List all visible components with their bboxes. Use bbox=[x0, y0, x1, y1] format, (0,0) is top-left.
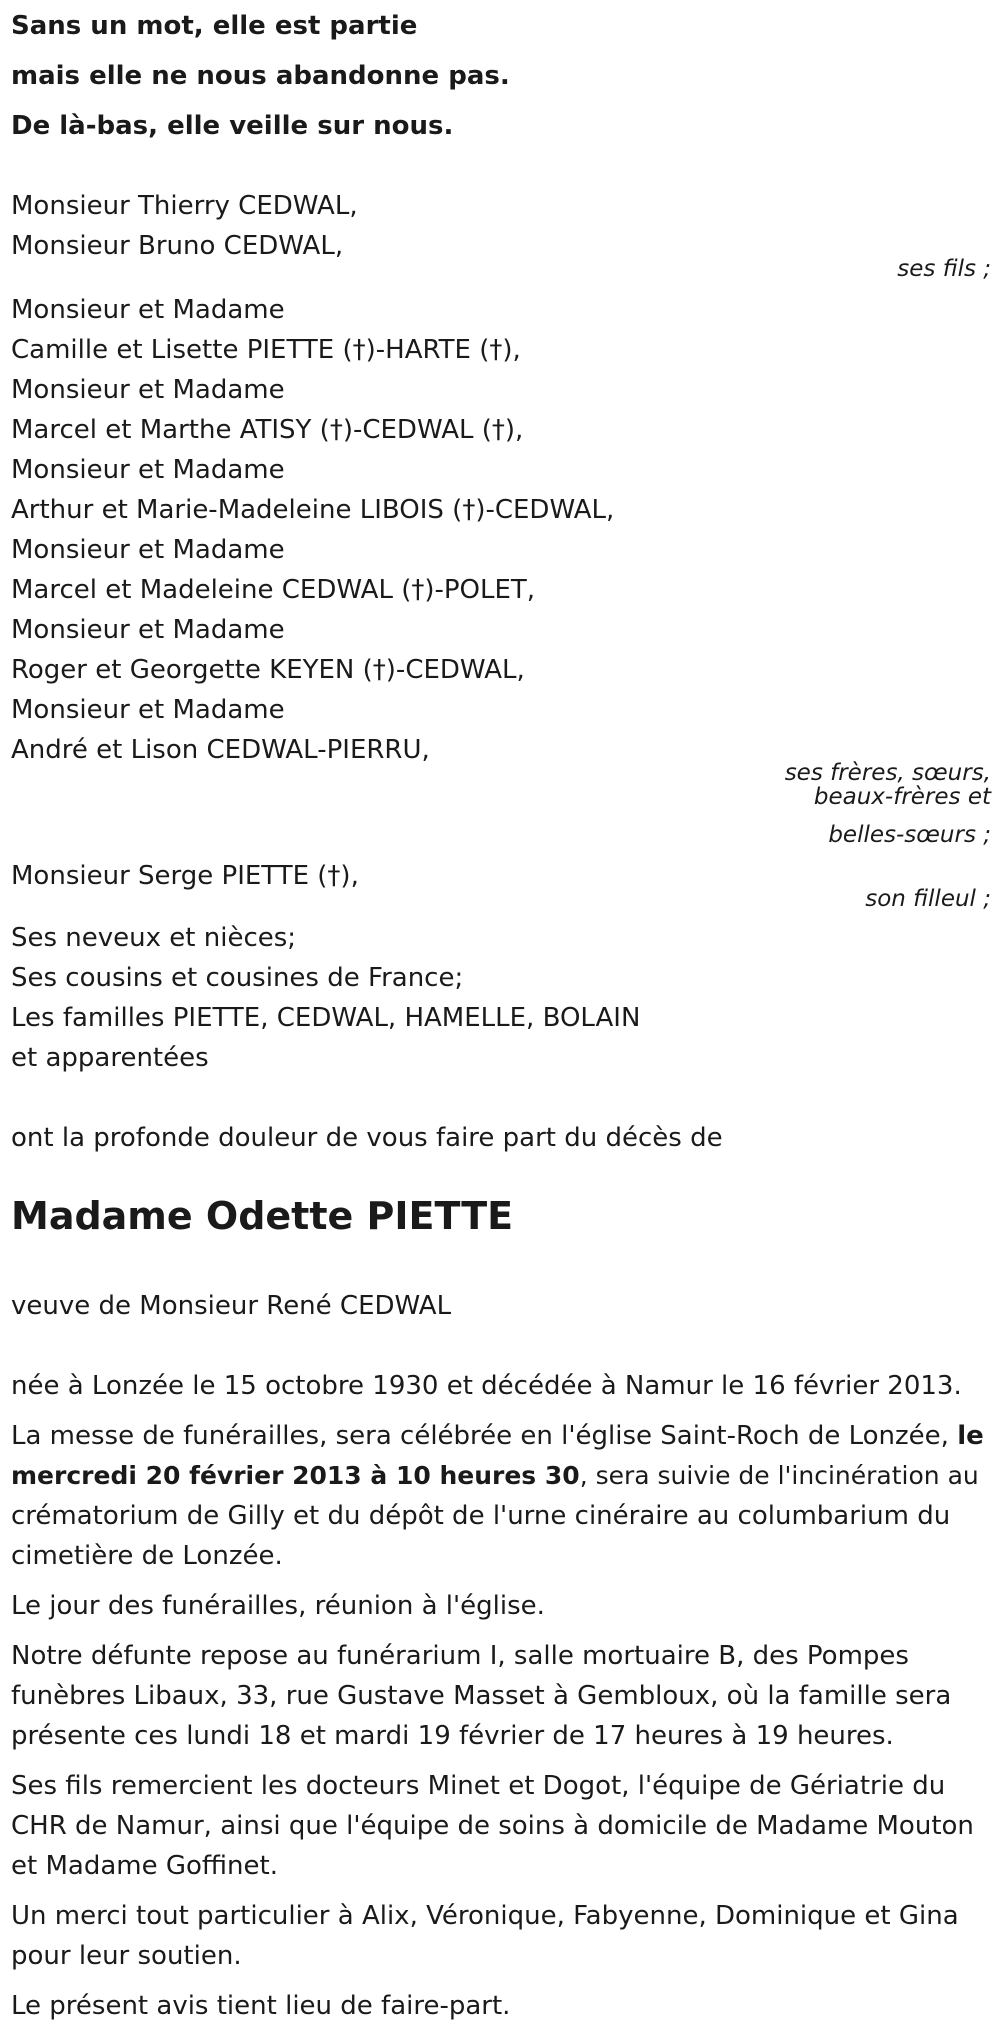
godson-relation: son filleul ; bbox=[865, 886, 991, 912]
sibling-line-9: Monsieur et Madame bbox=[11, 615, 285, 645]
sibling-line-7: Monsieur et Madame bbox=[11, 535, 285, 565]
family-line-4: et apparentées bbox=[11, 1043, 209, 1073]
son-name-2: Monsieur Bruno CEDWAL, bbox=[11, 231, 344, 261]
thanks-line-3: et Madame Goffinet. bbox=[11, 1851, 278, 1881]
sibling-line-4: Marcel et Marthe ATISY (†)-CEDWAL (†), bbox=[11, 415, 524, 445]
thanks-line-1: Ses fils remercient les docteurs Minet et Dogot, l'équipe de Gériatrie du bbox=[11, 1771, 946, 1801]
sibling-line-3: Monsieur et Madame bbox=[11, 375, 285, 405]
sibling-line-11: Monsieur et Madame bbox=[11, 695, 285, 725]
obituary-notice bbox=[11, 0, 991, 2037]
sibling-line-1: Monsieur et Madame bbox=[11, 295, 285, 325]
repose-line-2: funèbres Libaux, 33, rue Gustave Masset à Gembloux, où la famille sera bbox=[11, 1681, 952, 1711]
sibling-line-6: Arthur et Marie-Madeleine LIBOIS (†)-CEDWAL, bbox=[11, 495, 615, 525]
siblings-relation-2: beaux-frères et bbox=[813, 784, 991, 810]
funeral-mass-line-2 bbox=[11, 1456, 991, 1496]
sibling-line-8: Marcel et Madeleine CEDWAL (†)-POLET, bbox=[11, 575, 536, 605]
mass-date-bold-b: mercredi 20 février 2013 à 10 heures 30 bbox=[11, 1461, 580, 1490]
siblings-relation-3: belles-sœurs ; bbox=[828, 822, 991, 848]
birth-death-text: née à Lonzée le 15 octobre 1930 et décédée à Namur le 16 février 2013. bbox=[11, 1371, 962, 1401]
godson-name: Monsieur Serge PIETTE (†), bbox=[11, 861, 359, 891]
funeral-mass-line-1 bbox=[11, 1416, 991, 1456]
thanks-paragraph bbox=[11, 1766, 991, 1886]
mass-text-a: La messe de funérailles, sera célébrée en l'église Saint-Roch de Lonzée, bbox=[11, 1421, 958, 1451]
sibling-line-2: Camille et Lisette PIETTE (†)-HARTE (†), bbox=[11, 335, 521, 365]
sibling-line-12: André et Lison CEDWAL-PIERRU, bbox=[11, 735, 430, 765]
funeral-mass-line-4: cimetière de Lonzée. bbox=[11, 1541, 283, 1571]
family-line-1: Ses neveux et nièces; bbox=[11, 923, 297, 953]
intro-line-3: De là-bas, elle veille sur nous. bbox=[11, 111, 454, 141]
deceased-spouse: veuve de Monsieur René CEDWAL bbox=[11, 1291, 452, 1321]
intro-line-2: mais elle ne nous abandonne pas. bbox=[11, 61, 510, 91]
sibling-line-10: Roger et Georgette KEYEN (†)-CEDWAL, bbox=[11, 655, 525, 685]
announcement-text: ont la profonde douleur de vous faire part du décès de bbox=[11, 1123, 723, 1153]
funeral-mass-line-3: crématorium de Gilly et du dépôt de l'urne cinéraire au columbarium du bbox=[11, 1501, 951, 1531]
merci-line-1: Un merci tout particulier à Alix, Véronique, Fabyenne, Dominique et Gina bbox=[11, 1901, 959, 1931]
thanks-line-2: CHR de Namur, ainsi que l'équipe de soins à domicile de Madame Mouton bbox=[11, 1811, 974, 1841]
reunion-text: Le jour des funérailles, réunion à l'église. bbox=[11, 1591, 545, 1621]
repose-line-3: présente ces lundi 18 et mardi 19 février de 17 heures à 19 heures. bbox=[11, 1721, 894, 1751]
deceased-name: Madame Odette PIETTE bbox=[11, 1194, 514, 1238]
funeral-mass-paragraph bbox=[11, 1416, 991, 1576]
merci-line-2: pour leur soutien. bbox=[11, 1941, 242, 1971]
merci-paragraph bbox=[11, 1896, 991, 1976]
closing-text: Le présent avis tient lieu de faire-part. bbox=[11, 1991, 511, 2021]
sons-relation: ses fils ; bbox=[897, 256, 991, 282]
mass-text-b: , sera suivie de l'incinération au bbox=[579, 1461, 979, 1490]
sibling-line-5: Monsieur et Madame bbox=[11, 455, 285, 485]
intro-line-1: Sans un mot, elle est partie bbox=[11, 11, 418, 41]
repose-line-1: Notre défunte repose au funérarium I, salle mortuaire B, des Pompes bbox=[11, 1641, 909, 1671]
repose-paragraph bbox=[11, 1636, 991, 1756]
family-line-3: Les familles PIETTE, CEDWAL, HAMELLE, BOLAIN bbox=[11, 1003, 641, 1033]
family-line-2: Ses cousins et cousines de France; bbox=[11, 963, 464, 993]
son-name-1: Monsieur Thierry CEDWAL, bbox=[11, 191, 358, 221]
mass-date-bold-a: le bbox=[957, 1421, 984, 1451]
siblings-relation-1: ses frères, sœurs, bbox=[784, 760, 991, 786]
